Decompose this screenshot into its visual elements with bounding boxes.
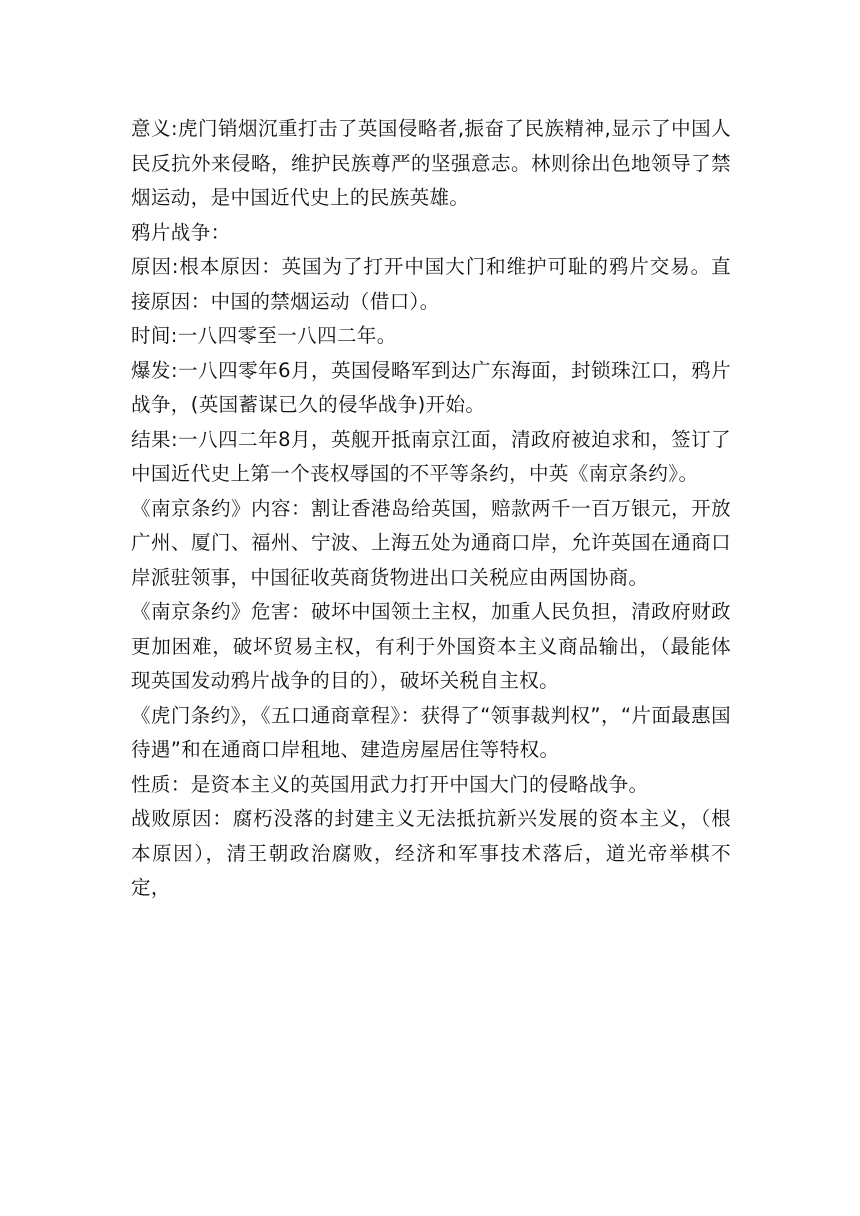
paragraph-opium-war-heading: 鸦片战争：	[131, 220, 231, 244]
paragraph-nature: 性质：是资本主义的英国用武力打开中国大门的侵略战争。	[131, 772, 649, 796]
paragraph-other-treaties: 《虎门条约》，《五口通商章程》：获得了“领事裁判权”，“片面最惠国待遇”和在通商口岸租地、建造房屋居住等特权。	[131, 703, 731, 761]
paragraph-significance: 意义:虎门销烟沉重打击了英国侵略者,振奋了民族精神,显示了中国人民反抗外来侵略，维护民族尊严的坚强意志。林则徐出色地领导了禁烟运动，是中国近代史上的民族英雄。	[131, 117, 731, 209]
paragraph-treaty-content: 《南京条约》内容：割让香港岛给英国，赔款两千一百万银元，开放广州、厦门、福州、宁波、上海五处为通商口岸，允许英国在通商口岸派驻领事，中国征收英商货物进出口关税应由两国协商。	[131, 496, 731, 589]
document-page	[131, 112, 731, 906]
paragraph-time: 时间:一八四零至一八四二年。	[131, 324, 397, 347]
paragraph-result: 结果:一八四二年8月，英舰开抵南京江面，清政府被迫求和，签订了中国近代史上第一个丧权辱国的不平等条约，中英《南京条约》。	[131, 427, 731, 485]
paragraph-cause: 原因:根本原因：英国为了打开中国大门和维护可耻的鸦片交易。直接原因：中国的禁烟运动（借口）。	[131, 255, 731, 313]
paragraph-outbreak: 爆发:一八四零年6月，英国侵略军到达广东海面，封锁珠江口，鸦片战争，(英国蓄谋已久的侵华战争)开始。	[131, 358, 731, 416]
paragraph-treaty-harm: 《南京条约》危害：破坏中国领土主权，加重人民负担，清政府财政更加困难，破坏贸易主权，有利于外国资本主义商品输出，（最能体现英国发动鸦片战争的目的），破坏关税自主权。	[131, 600, 731, 692]
paragraph-defeat-reasons: 战败原因：腐朽没落的封建主义无法抵抗新兴发展的资本主义，（根本原因），清王朝政治腐败，经济和军事技术落后，道光帝举棋不定，	[131, 807, 731, 899]
